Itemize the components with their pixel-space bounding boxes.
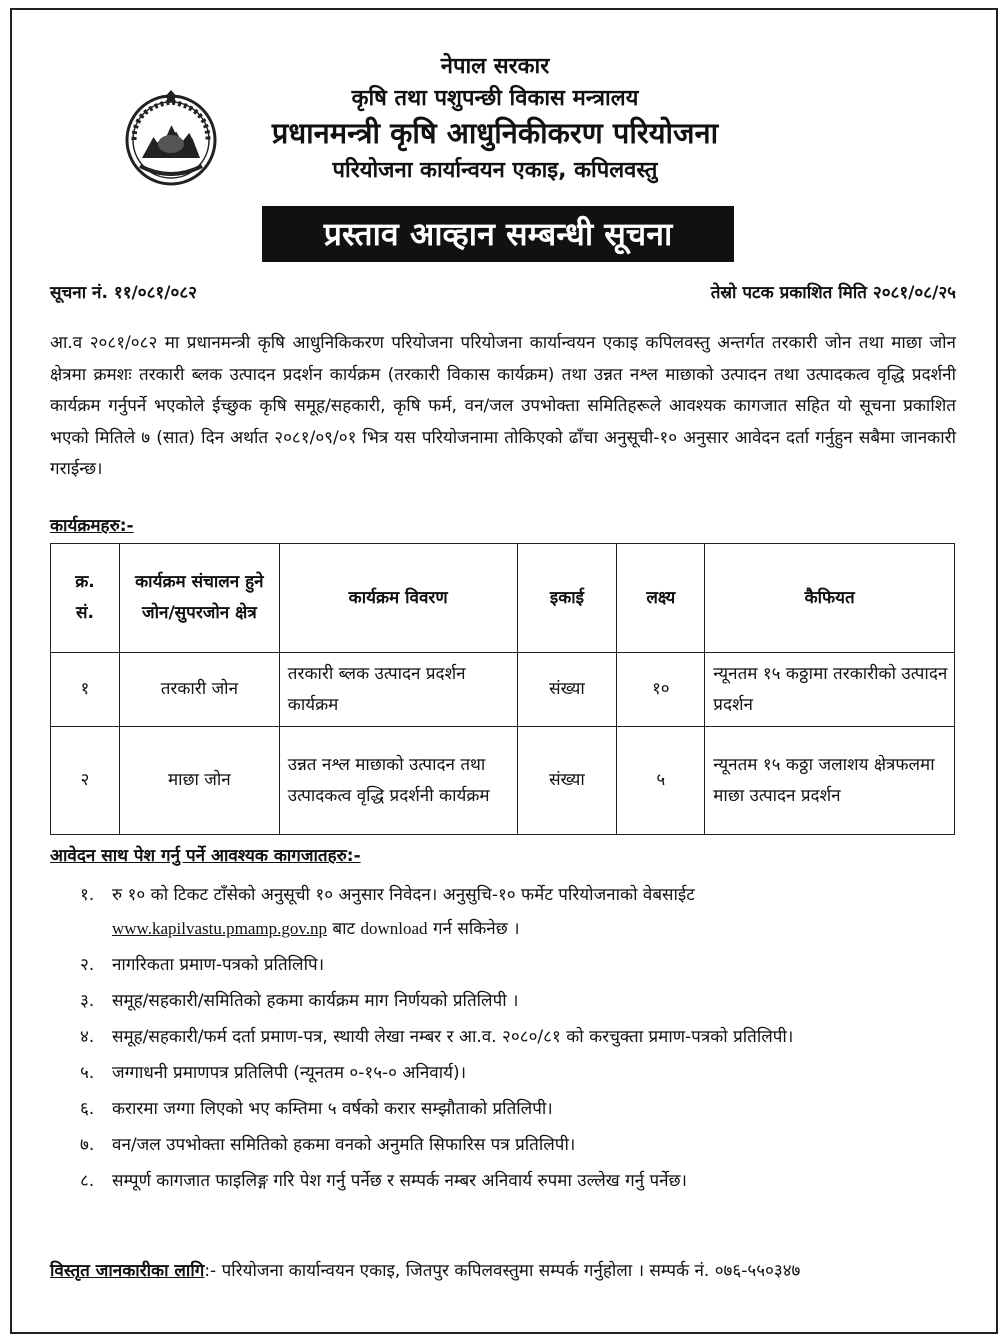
notice-number: सूचना नं. ११/०८१/०८२ [50,283,197,303]
project-name: प्रधानमन्त्री कृषि आधुनिकीकरण परियोजना [271,116,719,150]
cell-target: ५ [617,727,705,835]
website-link[interactable]: www.kapilvastu.pmamp.gov.np [112,919,327,938]
header-remarks: कैफियत [705,544,955,653]
item-number: १. [80,885,95,905]
intro-paragraph: आ.व २०८१/०८२ मा प्रधानमन्त्री कृषि आधुनिकिकरण परियोजना परियोजना कार्यान्वयन एकाइ कपिलवस्तु अन्तर्गत तरकारी जोन तथा माछा जोन क्षेत्रमा क्रमशः तरकारी ब्लक उत्पादन प्रदर्शन कार्यक्रम (तरकारी विकास कार्यक्रम) तथा उन्नत नश्ल माछाको उत्पादन तथा उत्पादकत्व वृद्धि प्रदर्शनी कार्यक्रम गर्नुपर्ने भएकोले ईच्छुक कृषि समूह/सहकारी, कृषि फर्म, वन/जल उपभोक्ता समितिहरूले आवश्यक कागजात सहित यो सूचना प्रकाशित भएको मितिले ७ (सात) दिन अर्थात २०८१/०९/०१ भित्र यस परियोजनामा तोकिएको ढाँचा अनुसूची-१० अनुसार आवेदन दर्ता गर्नुहुन सबैमा जानकारी गराईन्छ। [50,333,956,479]
programs-heading: कार्यक्रमहरु:- [50,516,134,536]
list-item [80,1020,960,1054]
cell-description: उन्नत नश्ल माछाको उत्पादन तथा उत्पादकत्व वृद्धि प्रदर्शनी कार्यक्रम [279,727,517,835]
cell-zone: माछा जोन [119,727,279,835]
cell-zone: तरकारी जोन [119,653,279,727]
cell-description: तरकारी ब्लक उत्पादन प्रदर्शन कार्यक्रम [279,653,517,727]
publish-date: तेस्रो पटक प्रकाशित मिति २०८१/०८/२५ [710,283,956,303]
unit-name: परियोजना कार्यान्वयन एकाइ, कपिलवस्तु [332,158,658,183]
footer-contact [50,1258,800,1281]
item-number: ५. [80,1063,95,1083]
header-unit: इकाई [517,544,617,653]
cell-remarks: न्यूनतम १५ कठ्ठा जलाशय क्षेत्रफलमा माछा उत्पादन प्रदर्शन [705,727,955,835]
programs-table [50,543,955,835]
item-text-en: download [360,919,428,938]
documents-list [80,878,960,1200]
item-text: समूह/सहकारी/फर्म दर्ता प्रमाण-पत्र, स्थायी लेखा नम्बर र आ.व. २०८०/८१ को करचुक्ता प्रमाण-पत्रको प्रतिलिपी। [112,1027,794,1047]
notice-title: प्रस्ताव आव्हान सम्बन्धी सूचना [262,206,734,262]
list-item [80,1092,960,1126]
table-header-row [51,544,955,653]
list-item [80,948,960,982]
item-number: ६. [80,1099,95,1119]
header-description: कार्यक्रम विवरण [279,544,517,653]
list-item [80,1128,960,1162]
cell-unit: संख्या [517,727,617,835]
item-text: सम्पूर्ण कागजात फाइलिङ्ग गरि पेश गर्नु पर्नेछ र सम्पर्क नम्बर अनिवार्य रुपमा उल्लेख गर्नु पर्नेछ। [112,1171,687,1191]
item-number: ७. [80,1135,95,1155]
item-text-mid: बाट [327,919,361,939]
list-item [80,878,960,946]
footer-label: विस्तृत जानकारीका लागि [50,1261,205,1281]
table-row [51,727,955,835]
cell-target: १० [617,653,705,727]
cell-remarks: न्यूनतम १५ कठ्ठामा तरकारीको उत्पादन प्रदर्शन [705,653,955,727]
footer-text: :- परियोजना कार्यान्वयन एकाइ, जितपुर कपिलवस्तुमा सम्पर्क गर्नुहोला । सम्पर्क नं. ०७६-५५०३४७ [204,1261,801,1281]
cell-serial: १ [51,653,120,727]
item-text: नागरिकता प्रमाण-पत्रको प्रतिलिपि। [112,955,325,975]
documents-heading: आवेदन साथ पेश गर्नु पर्ने आवश्यक कागजातहरु:- [50,846,361,866]
item-text: समूह/सहकारी/समितिको हकमा कार्यक्रम माग निर्णयको प्रतिलिपी । [112,991,519,1011]
item-text-tail: गर्न सकिनेछ । [427,919,520,939]
list-item [80,1056,960,1090]
table-row [51,653,955,727]
item-number: ४. [80,1027,95,1047]
government-name: नेपाल सरकार [440,54,550,79]
header-zone: कार्यक्रम संचालन हुने जोन/सुपरजोन क्षेत्र [119,544,279,653]
header-serial: क्र. सं. [51,544,120,653]
item-text: रु १० को टिकट टाँसेको अनुसूची १० अनुसार निवेदन। अनुसुचि-१० फर्मेट परियोजनाको वेबसाईट [112,885,695,905]
item-text: करारमा जग्गा लिएको भए कम्तिमा ५ वर्षको करार सम्झौताको प्रतिलिपी। [112,1099,553,1119]
item-number: २. [80,955,95,975]
item-number: ३. [80,991,95,1011]
list-item [80,1164,960,1198]
ministry-name: कृषि तथा पशुपन्छी विकास मन्त्रालय [351,86,639,111]
list-item [80,984,960,1018]
cell-serial: २ [51,727,120,835]
item-text: जग्गाधनी प्रमाणपत्र प्रतिलिपी (न्यूनतम ०-१५-० अनिवार्य)। [112,1063,467,1083]
header-target: लक्ष्य [617,544,705,653]
cell-unit: संख्या [517,653,617,727]
item-number: ८. [80,1171,95,1191]
item-text: वन/जल उपभोक्ता समितिको हकमा वनको अनुमति सिफारिस पत्र प्रतिलिपी। [112,1135,576,1155]
